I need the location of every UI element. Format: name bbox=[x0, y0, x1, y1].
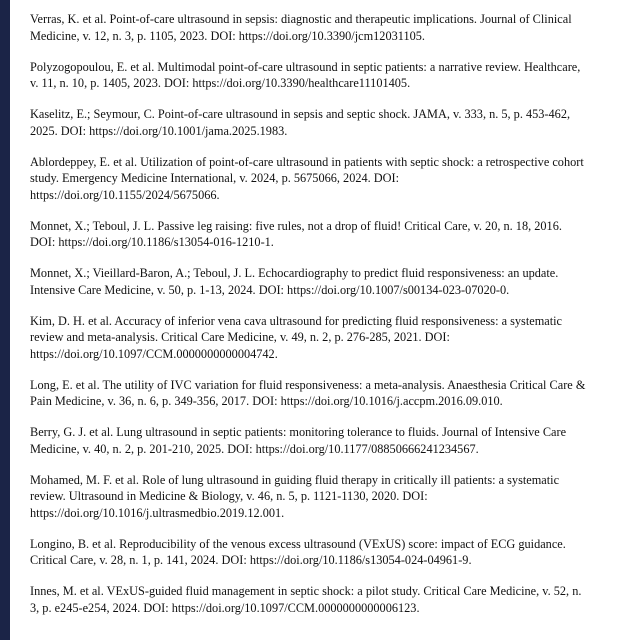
reference-item: Longino, B. et al. Reproducibility of the venous excess ultrasound (VExUS) score: impact of ECG guidance. Critical Care, v. 28, n. 1, p. 141, 2024. DOI: https://doi.org/10.1186/s13054-024-04961-9. bbox=[30, 536, 566, 567]
reference-item: Verras, K. et al. Point-of-care ultrasound in sepsis: diagnostic and therapeutic implications. Journal of Clinical Medicine, v. 12, n. 3, p. 1105, 2023. DOI: https://doi.org/10.3390/jcm12031105. bbox=[30, 12, 572, 43]
reference-item: Polyzogopoulou, E. et al. Multimodal point-of-care ultrasound in septic patients: a narrative review. Healthcare, v. 11, n. 10, p. 1405, 2023. DOI: https://doi.org/10.3390/healthcare11101405. bbox=[30, 59, 581, 90]
reference-item: Monnet, X.; Teboul, J. L. Passive leg raising: five rules, not a drop of fluid! Critical Care, v. 20, n. 18, 2016. DOI: https://doi.org/10.1186/s13054-016-1210-1. bbox=[30, 218, 562, 249]
reference-item: Long, E. et al. The utility of IVC variation for fluid responsiveness: a meta-analysis. Anaesthesia Critical Care & Pain Medicine, v. 36, n. 6, p. 349-356, 2017. DOI: https://doi.org/10.1016/j.accpm.2016.09.010. bbox=[30, 377, 586, 408]
reference-item: Kaselitz, E.; Seymour, C. Point-of-care ultrasound in sepsis and septic shock. JAMA, v. 333, n. 5, p. 453-462, 2025. DOI: https://doi.org/10.1001/jama.2025.1983. bbox=[30, 107, 571, 138]
left-accent-bar bbox=[0, 0, 10, 640]
reference-item: Berry, G. J. et al. Lung ultrasound in septic patients: monitoring tolerance to fluids. Journal of Intensive Care Medicine, v. 40, n. 2, p. 201-210, 2025. DOI: https://doi.org/10.1177/08850666241234567. bbox=[30, 425, 567, 456]
reference-item: Ablordeppey, E. et al. Utilization of point-of-care ultrasound in patients with septic shock: a retrospective cohort study. Emergency Medicine International, v. 2024, p. 5675066, 2024. DOI: https://doi.org/10.1155/2024/5675066. bbox=[30, 154, 584, 202]
reference-item: Kim, D. H. et al. Accuracy of inferior vena cava ultrasound for predicting fluid responsiveness: a systematic review and meta-analysis. Critical Care Medicine, v. 49, n. 2, p. 276-285, 2021. DOI: https://doi.org/10.1097/CCM.0000000000004742. bbox=[30, 313, 563, 361]
reference-list bbox=[30, 11, 590, 631]
reference-item: Innes, M. et al. VExUS-guided fluid management in septic shock: a pilot study. Critical Care Medicine, v. 52, n. 3, p. e245-e254, 2024. DOI: https://doi.org/10.1097/CCM.0000000000006123. bbox=[30, 584, 582, 615]
reference-item: Monnet, X.; Vieillard-Baron, A.; Teboul, J. L. Echocardiography to predict fluid responsiveness: an update. Intensive Care Medicine, v. 50, p. 1-13, 2024. DOI: https://doi.org/10.1007/s00134-023-07020-0. bbox=[30, 266, 559, 297]
reference-item: Mohamed, M. F. et al. Role of lung ultrasound in guiding fluid therapy in critically ill patients: a systematic review. Ultrasound in Medicine & Biology, v. 46, n. 5, p. 1121-1130, 2020. DOI: https://doi.org/10.1016/j.ultrasmedbio.2019.12.001. bbox=[30, 472, 560, 520]
